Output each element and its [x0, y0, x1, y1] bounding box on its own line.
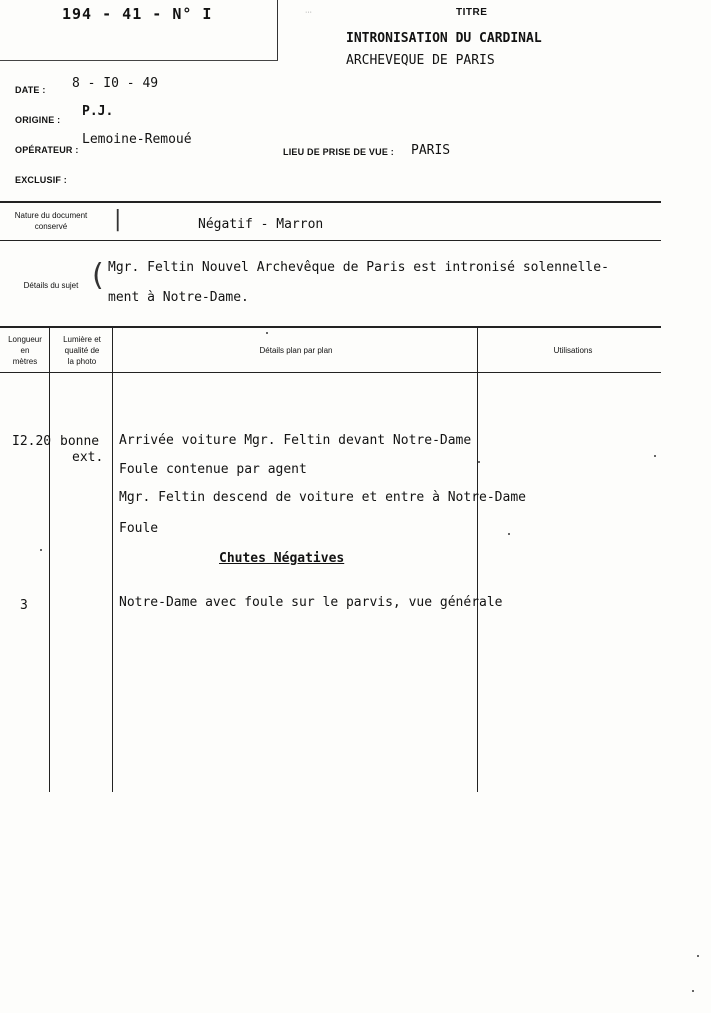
col-longueur-line3: mètres	[12, 357, 38, 366]
scan-speck	[266, 332, 268, 334]
column-divider	[477, 327, 478, 792]
scan-speck	[478, 461, 480, 463]
chute-longueur: 3	[20, 598, 28, 613]
entry-detail: Foule	[119, 521, 159, 536]
entry-lumiere: bonne	[60, 434, 100, 449]
scan-speck	[40, 549, 42, 551]
divider	[0, 372, 661, 373]
entry-detail: Arrivée voiture Mgr. Feltin devant Notre-Dame	[119, 433, 472, 448]
col-header-lumiere	[52, 334, 112, 367]
title-line-2: ARCHEVEQUE DE PARIS	[346, 53, 495, 68]
faint-stamp: ···	[305, 9, 312, 16]
entry-longueur: I2.20	[12, 434, 52, 449]
lieu-label: LIEU DE PRISE DE VUE :	[283, 147, 394, 157]
brace-mark: (	[92, 258, 104, 293]
details-sujet-line1: Mgr. Feltin Nouvel Archevêque de Paris est intronisé solennelle-	[108, 260, 609, 275]
col-lumiere-line2: qualité de	[64, 346, 100, 355]
chute-detail: Notre-Dame avec foule sur le parvis, vue générale	[119, 595, 503, 610]
column-divider	[112, 327, 113, 792]
origine-value: P.J.	[82, 104, 114, 119]
col-header-longueur	[2, 334, 48, 367]
col-header-utilisations: Utilisations	[553, 346, 593, 355]
col-lumiere-line1: Lumière et	[63, 335, 101, 344]
column-divider	[49, 327, 50, 792]
scan-speck	[508, 533, 510, 535]
entry-detail: Mgr. Feltin descend de voiture et entre à Notre-Dame	[119, 490, 526, 505]
chutes-heading: Chutes Négatives	[219, 551, 345, 566]
origine-label: ORIGINE :	[15, 115, 61, 125]
date-value: 8 - I0 - 49	[72, 76, 159, 91]
scan-speck	[692, 990, 694, 992]
entry-detail: Foule contenue par agent	[119, 462, 307, 477]
col-lumiere-line3: la photo	[67, 357, 97, 366]
header-box-border	[0, 60, 278, 61]
operateur-label: OPÉRATEUR :	[15, 145, 79, 155]
nature-label-line2: conservé	[34, 222, 68, 231]
col-longueur-line2: en	[20, 346, 30, 355]
lieu-value: PARIS	[411, 143, 451, 158]
col-header-details: Détails plan par plan	[259, 346, 333, 355]
divider	[0, 240, 661, 241]
exclusif-label: EXCLUSIF :	[15, 175, 68, 185]
entry-lumiere: ext.	[72, 450, 104, 465]
title-line-1: INTRONISATION DU CARDINAL	[346, 31, 542, 46]
details-sujet-label: Détails du sujet	[23, 281, 79, 290]
nature-label	[6, 210, 96, 232]
details-sujet-line2: ment à Notre-Dame.	[108, 290, 249, 305]
brace-mark: |	[114, 207, 122, 232]
divider	[0, 201, 661, 203]
reference-number: 194 - 41 - N° I	[62, 5, 213, 23]
operateur-value: Lemoine-Remoué	[82, 132, 192, 147]
nature-value: Négatif - Marron	[198, 217, 324, 232]
nature-label-line1: Nature du document	[14, 211, 88, 220]
col-longueur-line1: Longueur	[8, 335, 42, 344]
header-box-border	[277, 0, 278, 60]
scan-speck	[697, 955, 699, 957]
date-label: DATE :	[15, 85, 46, 95]
titre-label: TITRE	[456, 7, 488, 18]
divider	[0, 326, 661, 328]
scan-speck	[654, 455, 656, 457]
